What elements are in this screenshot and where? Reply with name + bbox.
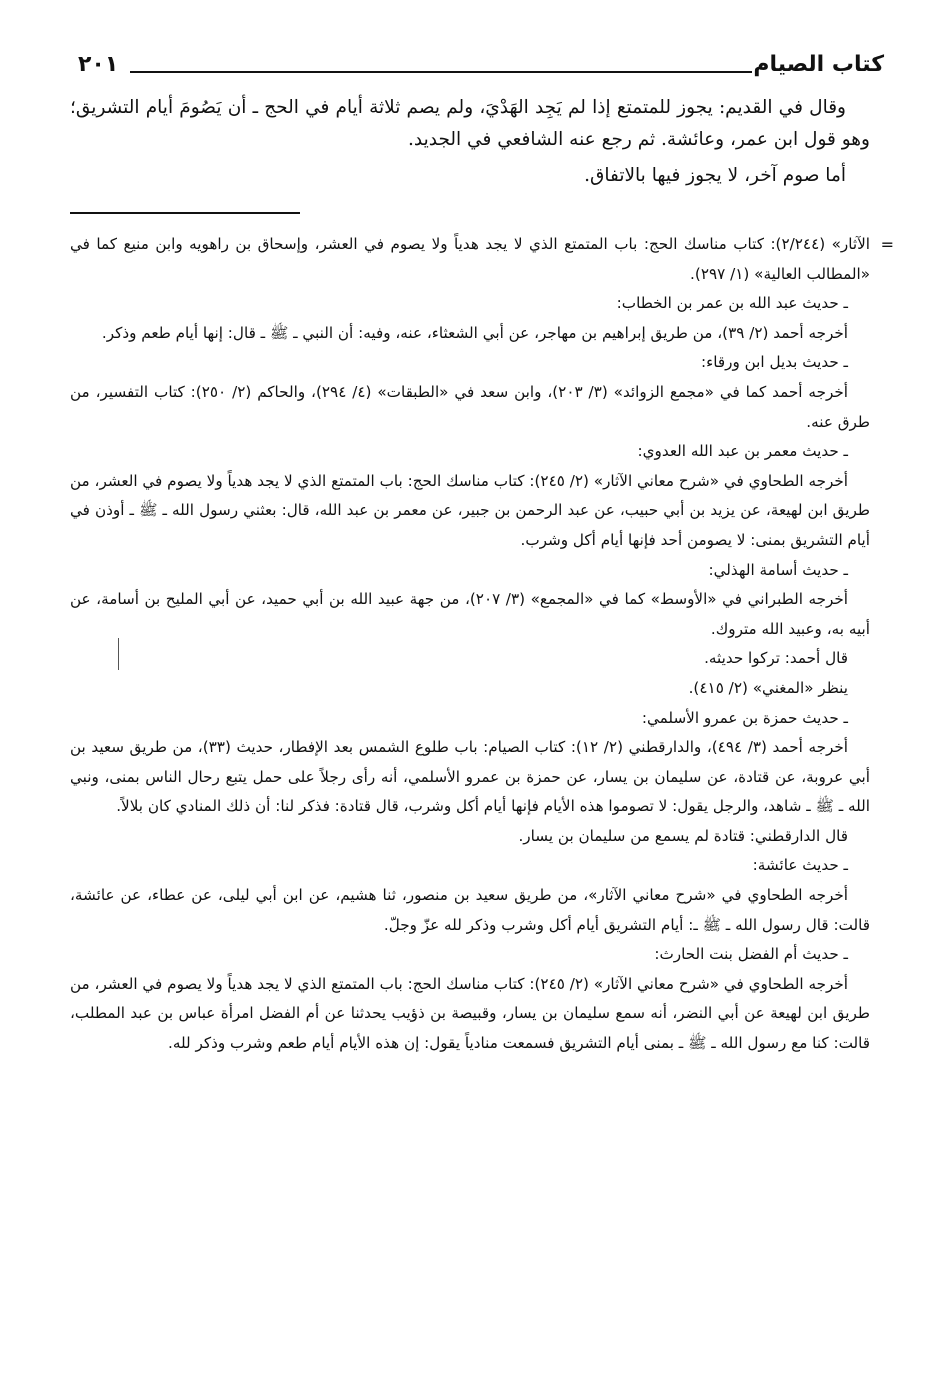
footnote-heading: ـ حديث عائشة: <box>752 856 848 875</box>
footnote-paragraph: أخرجه أحمد (٢/ ٣٩)، من طريق إبراهيم بن مهاجر، عن أبي الشعثاء، عنه، وفيه: أن النبي ـ ﷺ ـ قال: إنها أيام طعم وذكر. <box>101 323 848 342</box>
footnote-paragraph: قال أحمد: تركوا حديثه. <box>704 649 848 668</box>
header-rule <box>130 71 752 73</box>
footnotes <box>70 230 894 1059</box>
footnote-paragraph: أخرجه الطحاوي في «شرح معاني الآثار» (٢/ ٢٤٥): كتاب مناسك الحج: باب المتمتع الذي لا يجد هدياً ولا يصوم في العشر، من طريق ابن لهيعة، عن يزيد بن أبي حبيب، عن عبد الرحمن بن جبير، عن معمر بن عبد الله، قال: بعثني رسول الله ـ ﷺ ـ أوذن في أيام التشريق بمنى: لا يصومن أحد فإنها أيام أكل وشرب. <box>70 471 870 549</box>
footnote-paragraph: أخرجه أحمد كما في «مجمع الزوائد» (٣/ ٢٠٣)، وابن سعد في «الطبقات» (٤/ ٢٩٤)، والحاكم (٢/ ٢٥٠): كتاب التفسير، من طرق عنه. <box>70 382 870 431</box>
margin-pencil-mark <box>118 638 119 670</box>
footnote-heading: ـ حديث عبد الله بن عمر بن الخطاب: <box>616 294 848 313</box>
footnote-paragraph: أخرجه الطبراني في «الأوسط» كما في «المجمع» (٣/ ٢٠٧)، من جهة عبيد الله بن أبي حميد، عن أبي المليح بن أسامة، عن أبيه به، وعبيد الله متروك. <box>70 590 870 638</box>
footnote-paragraph: قال الدارقطني: قتادة لم يسمع من سليمان بن يسار. <box>518 826 848 845</box>
footnote-heading: ـ حديث بديل ابن ورقاء: <box>700 353 848 372</box>
footnote-continuation-mark: = <box>880 235 894 254</box>
footnote-heading: ـ حديث أم الفضل بنت الحارث: <box>654 945 848 964</box>
main-paragraph: أما صوم آخر، لا يجوز فيها بالاتفاق. <box>584 165 846 186</box>
footnote-paragraph: الآثار» (٢/٢٤٤): كتاب مناسك الحج: باب المتمتع الذي لا يجد هدياً ولا يصوم في العشر، وإسحاق بن راهويه وابن منيع كما في «المطالب العالية» (١/ ٢٩٧). <box>70 235 870 283</box>
footnote-paragraph: أخرجه الطحاوي في «شرح معاني الآثار» (٢/ ٢٤٥): كتاب مناسك الحج: باب المتمتع الذي لا يجد هدياً ولا يصوم في العشر، من طريق ابن لهيعة عن أبي النضر، أنه سمع سليمان بن يسار، وقبيصة بن ذؤيب يحدثنا عن أم الفضل امرأة عباس بن عبد المطلب، قالت: كنا مع رسول الله ـ ﷺ ـ بمنى أيام التشريق فسمعت منادياً يقول: إن هذه الأيام أيام طعم وشرب وذكر لله. <box>70 974 870 1053</box>
running-title: كتاب الصيام <box>753 52 884 77</box>
page-number: ٢٠١ <box>78 52 119 77</box>
main-text <box>70 92 870 192</box>
footnote-heading: ـ حديث حمزة بن عمرو الأسلمي: <box>641 708 848 727</box>
main-paragraph: وقال في القديم: يجوز للمتمتع إذا لم يَجِد الهَدْيَ، ولم يصم ثلاثة أيام في الحج ـ أن يَصُومَ أيام التشريق؛ وهو قول ابن عمر، وعائشة. ثم رجع عنه الشافعي في الجديد. <box>70 97 870 150</box>
footnote-heading: ـ حديث معمر بن عبد الله العدوي: <box>637 442 848 461</box>
footnote-heading: ـ حديث أسامة الهذلي: <box>708 560 848 579</box>
page-header <box>70 40 884 80</box>
footnote-paragraph: أخرجه الطحاوي في «شرح معاني الآثار»، من طريق سعيد بن منصور، ثنا هشيم، عن ابن أبي ليلى، عن عطاء، عن عائشة، قالت: قال رسول الله ـ ﷺ ـ: أيام التشريق أيام أكل وشرب وذكر لله عزّ وجلّ. <box>70 886 870 934</box>
footnote-paragraph: أخرجه أحمد (٣/ ٤٩٤)، والدارقطني (٢/ ١٢): كتاب الصيام: باب طلوع الشمس بعد الإفطار، حديث (٣٣)، من طريق سعيد بن أبي عروبة، عن قتادة، عن سليمان بن يسار، عن حمزة بن عمرو الأسلمي، أنه رأى رجلاً على حمل يتبع رحال الناس بمنى، ونبي الله ـ ﷺ ـ شاهد، والرجل يقول: لا تصوموا هذه الأيام فإنها أيام أكل وشرب، قال قتادة: فذكر لنا: أن ذلك المنادي كان بلالاً. <box>70 738 870 816</box>
footnote-divider <box>70 212 300 214</box>
book-page <box>70 40 894 1360</box>
footnote-paragraph: ينظر «المغني» (٢/ ٤١٥). <box>688 678 848 697</box>
